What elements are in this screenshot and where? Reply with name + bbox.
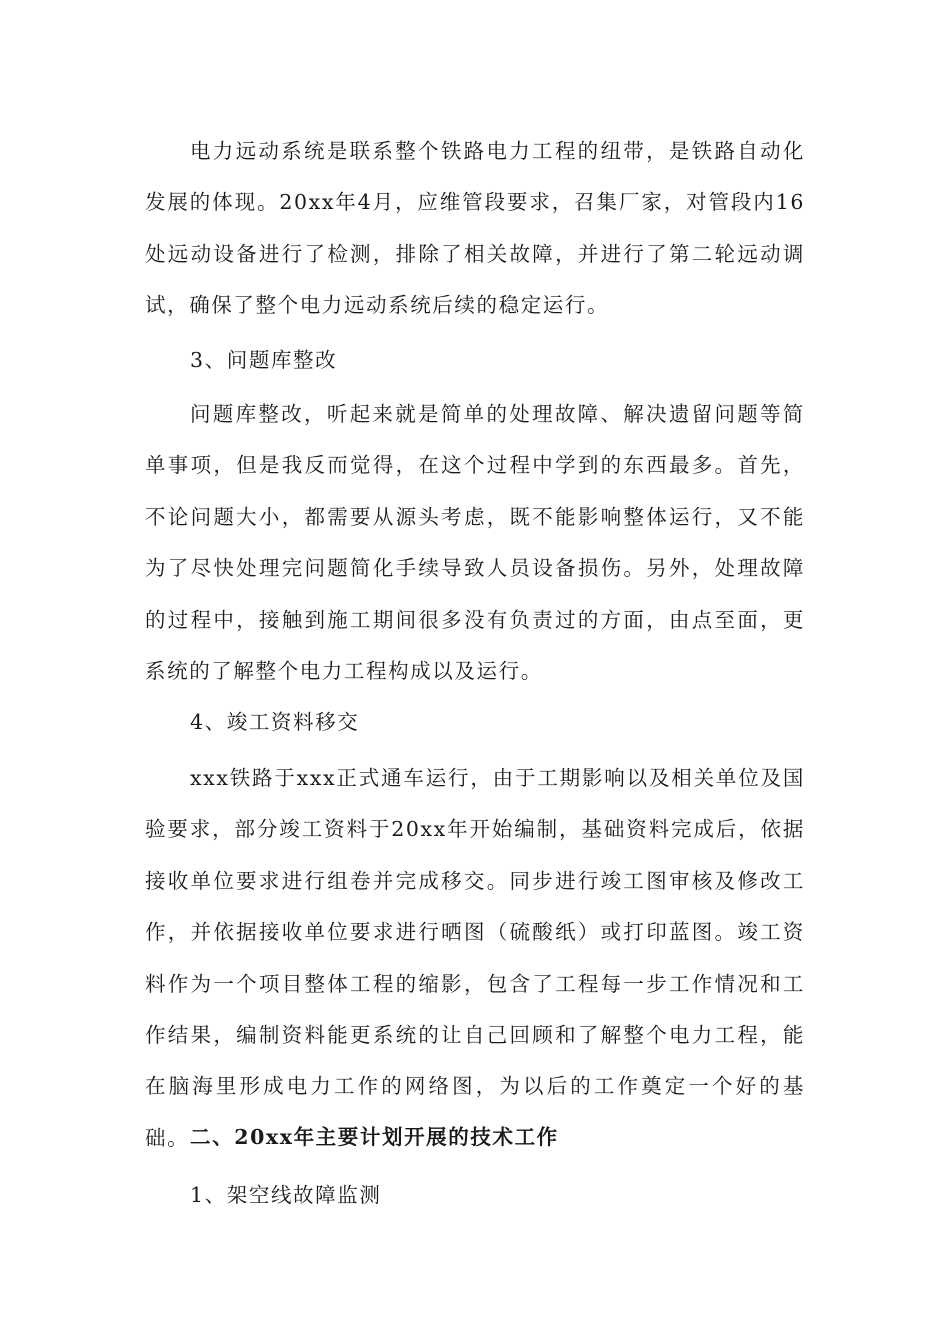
heading-problem-rectification [145, 335, 805, 386]
chapter-heading: 二、20xx年主要计划开展的技术工作 [190, 1125, 559, 1149]
paragraph-completion-documents [145, 753, 805, 1164]
heading-overhead-line-monitoring [145, 1170, 805, 1221]
paragraph-text: 电力远动系统是联系整个铁路电力工程的纽带，是铁路自动化发展的体现。20xx年4月，应维管段要求，召集厂家，对管段内16处远动设备进行了检测，排除了相关故障，并进行了第二轮远动调试，确保了整个电力远动系统后续的稳定运行。 [145, 139, 805, 318]
paragraph-text: xxx铁路于xxx正式通车运行，由于工期影响以及相关单位及国验要求，部分竣工资料于20xx年开始编制，基础资料完成后，依据接收单位要求进行组卷并完成移交。同步进行竣工图审核及修改工作，并依据接收单位要求进行晒图（硫酸纸）或打印蓝图。竣工资料作为一个项目整体工程的缩影，包含了工程每一步工作情况和工作结果，编制资料能更系统的让自己回顾和了解整个电力工程，能在脑海里形成电力工作的网络图，为以后的工作奠定一个好的基础。 [145, 766, 805, 1150]
paragraph-text: 问题库整改，听起来就是简单的处理故障、解决遗留问题等简单事项，但是我反而觉得，在这个过程中学到的东西最多。首先，不论问题大小，都需要从源头考虑，既不能影响整体运行，又不能为了尽快处理完问题简化手续导致人员设备损伤。另外，处理故障的过程中，接触到施工期间很多没有负责过的方面，由点至面，更系统的了解整个电力工程构成以及运行。 [145, 402, 805, 684]
paragraph-remote-control-system [145, 126, 805, 332]
heading-completion-documents [145, 697, 805, 748]
heading-main-plan [145, 1112, 805, 1163]
section-heading: 1、架空线故障监测 [190, 1183, 382, 1207]
section-heading: 4、竣工资料移交 [190, 710, 360, 734]
section-heading: 3、问题库整改 [190, 348, 338, 372]
paragraph-problem-rectification [145, 389, 805, 697]
